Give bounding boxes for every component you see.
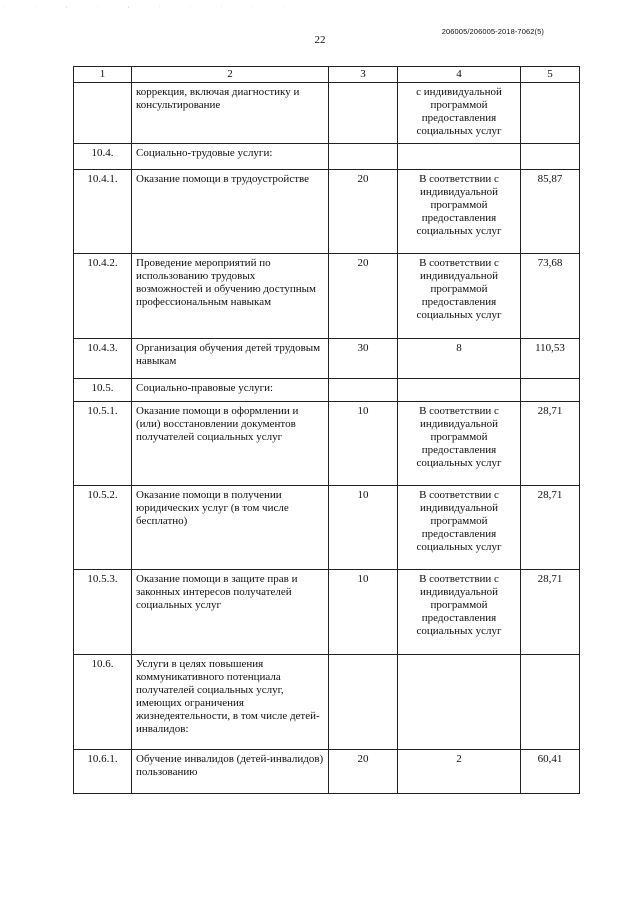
row-number: 10.4.2. [74,254,132,339]
table-row [74,486,580,570]
row-number: 10.5.3. [74,570,132,655]
row-number: 10.6.1. [74,750,132,794]
services-table [73,66,580,794]
service-name: Проведение мероприятий по использованию трудовых возможностей и обучению доступным профессиональным навыкам [132,254,329,339]
row-number: 10.5. [74,379,132,402]
row-number: 10.4. [74,144,132,170]
service-quantity [329,379,398,402]
service-name: Организация обучения детей трудовым навыкам [132,339,329,379]
row-number: 10.4.3. [74,339,132,379]
service-name: Социально-трудовые услуги: [132,144,329,170]
service-term: 2 [398,750,521,794]
service-name: Социально-правовые услуги: [132,379,329,402]
service-term: с индивидуальной программой предоставления социальных услуг [398,83,521,144]
row-number: 10.5.2. [74,486,132,570]
service-price: 28,71 [521,570,580,655]
service-price: 110,53 [521,339,580,379]
service-term: В соответствии с индивидуальной программой предоставления социальных услуг [398,570,521,655]
service-quantity: 10 [329,402,398,486]
service-name: Обучение инвалидов (детей-инвалидов) пользованию [132,750,329,794]
table-row [74,170,580,254]
service-quantity [329,83,398,144]
service-term [398,144,521,170]
service-name: Оказание помощи в получении юридических услуг (в том числе бесплатно) [132,486,329,570]
service-term: В соответствии с индивидуальной программой предоставления социальных услуг [398,254,521,339]
service-quantity [329,655,398,750]
document-id: 206005/206005-2018-7062(5) [441,27,544,36]
service-name: Оказание помощи в оформлении и (или) восстановлении документов получателей социальных услуг [132,402,329,486]
service-price: 28,71 [521,486,580,570]
service-price: 60,41 [521,750,580,794]
table-row [74,655,580,750]
service-term [398,379,521,402]
row-number [74,83,132,144]
service-quantity: 10 [329,486,398,570]
table-row [74,339,580,379]
service-term: 8 [398,339,521,379]
row-number: 10.6. [74,655,132,750]
table-row [74,254,580,339]
service-quantity: 30 [329,339,398,379]
service-quantity: 20 [329,170,398,254]
table-row [74,750,580,794]
service-price [521,144,580,170]
service-term: В соответствии с индивидуальной программой предоставления социальных услуг [398,402,521,486]
column-header: 3 [329,67,398,83]
service-quantity: 20 [329,750,398,794]
service-price: 73,68 [521,254,580,339]
column-header: 1 [74,67,132,83]
service-term [398,655,521,750]
service-quantity: 20 [329,254,398,339]
service-quantity: 10 [329,570,398,655]
service-price [521,83,580,144]
service-term: В соответствии с индивидуальной программой предоставления социальных услуг [398,486,521,570]
table-row [74,402,580,486]
scan-marks: . . , . , . . . . . [4,3,299,9]
page-number: 22 [314,34,326,46]
service-name: Оказание помощи в трудоустройстве [132,170,329,254]
service-name: Услуги в целях повышения коммуникативного потенциала получателей социальных услуг, имеющих ограничения жизнедеятельности, в том числе детей-инвалидов: [132,655,329,750]
service-quantity [329,144,398,170]
column-header: 4 [398,67,521,83]
service-name: коррекция, включая диагностику и консультирование [132,83,329,144]
column-header: 5 [521,67,580,83]
service-price [521,379,580,402]
service-term: В соответствии с индивидуальной программой предоставления социальных услуг [398,170,521,254]
row-number: 10.4.1. [74,170,132,254]
service-price: 28,71 [521,402,580,486]
table-row [74,83,580,144]
service-price [521,655,580,750]
row-number: 10.5.1. [74,402,132,486]
table-row [74,144,580,170]
table-row [74,379,580,402]
table-row [74,570,580,655]
service-price: 85,87 [521,170,580,254]
service-name: Оказание помощи в защите прав и законных интересов получателей социальных услуг [132,570,329,655]
header-row [74,67,580,83]
column-header: 2 [132,67,329,83]
